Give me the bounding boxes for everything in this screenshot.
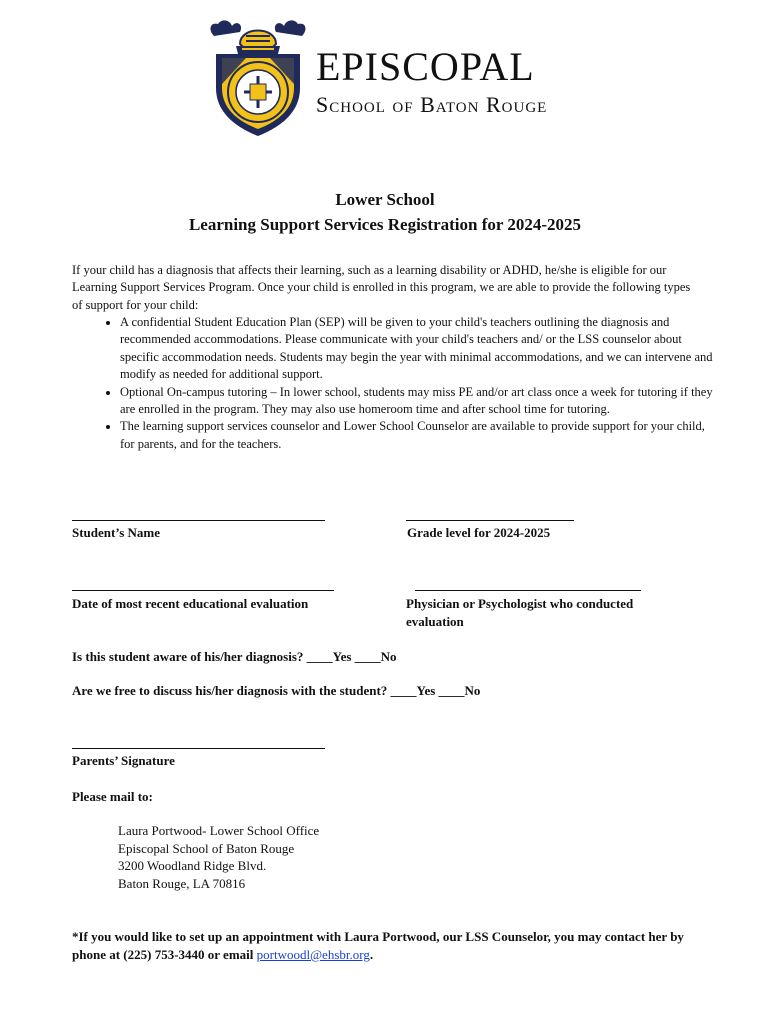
contact-note — [72, 928, 702, 964]
list-item: • A confidential Student Education Plan (SEP) will be given to your child's teachers outlining the diagnosis and recommended accommodations. Please communicate with your child's teachers and/ or the LSS counselor about specific accommodation needs. Students may begin the year with minimal accommodations, and we can intervene and modify as needed for additional support. — [120, 314, 720, 384]
address-line: Baton Rouge, LA 70816 — [118, 875, 246, 891]
list-item: • Optional On-campus tutoring – In lower school, students may miss PE and/or art class once a week for tutoring if they are enrolled in the program. They may also use homeroom time and after school time for tutoring. — [120, 384, 720, 419]
page-title-line2: Learning Support Services Registration for 2024-2025 — [188, 215, 582, 234]
school-subtitle: School of Baton Rouge — [316, 92, 548, 117]
eval-date-label: Date of most recent educational evaluation — [72, 596, 309, 611]
address-line: 3200 Woodland Ridge Blvd. — [118, 858, 267, 874]
email-link[interactable]: portwoodl@ehsbr.org — [256, 947, 370, 962]
question-aware: Is this student aware of his/her diagnosis? ____Yes ____No — [72, 649, 397, 664]
list-item: • The learning support services counselor and Lower School Counselor are available to provide support for your child, for parents, and for the teachers. — [120, 418, 720, 453]
eval-date-line[interactable] — [72, 590, 334, 591]
intro-paragraph: If your child has a diagnosis that affects their learning, such as a learning disability or ADHD, he/she is eligible for our Learning Support Services Program. Once your child is enrolled in this program, we are able to provide the following types of support for your child: — [72, 263, 691, 312]
evaluator-label: Physician or Psychologist who conducted evaluation — [406, 596, 634, 629]
school-name: EPISCOPAL — [316, 44, 535, 89]
student-name-label: Student’s Name — [72, 525, 160, 540]
support-list — [96, 314, 720, 453]
address-line: Episcopal School of Baton Rouge — [118, 840, 295, 856]
question-discuss: Are we free to discuss his/her diagnosis with the student? ____Yes ____No — [72, 683, 481, 698]
address-line: Laura Portwood- Lower School Office — [118, 823, 320, 838]
grade-level-line[interactable] — [406, 520, 574, 521]
grade-level-label: Grade level for 2024-2025 — [407, 525, 551, 540]
mailing-address — [118, 822, 319, 892]
contact-note-text: *If you would like to set up an appointment with Laura Portwood, our LSS Counselor, you may contact her by phone at (225) 753-3440 or email — [72, 929, 684, 962]
school-crest-logo — [206, 14, 310, 138]
mail-label: Please mail to: — [72, 789, 153, 804]
evaluator-line[interactable] — [415, 590, 641, 591]
signature-label: Parents’ Signature — [72, 753, 175, 768]
page-title-line1: Lower School — [335, 190, 435, 209]
signature-line[interactable] — [72, 748, 325, 749]
student-name-line[interactable] — [72, 520, 325, 521]
contact-note-end: . — [369, 947, 374, 962]
